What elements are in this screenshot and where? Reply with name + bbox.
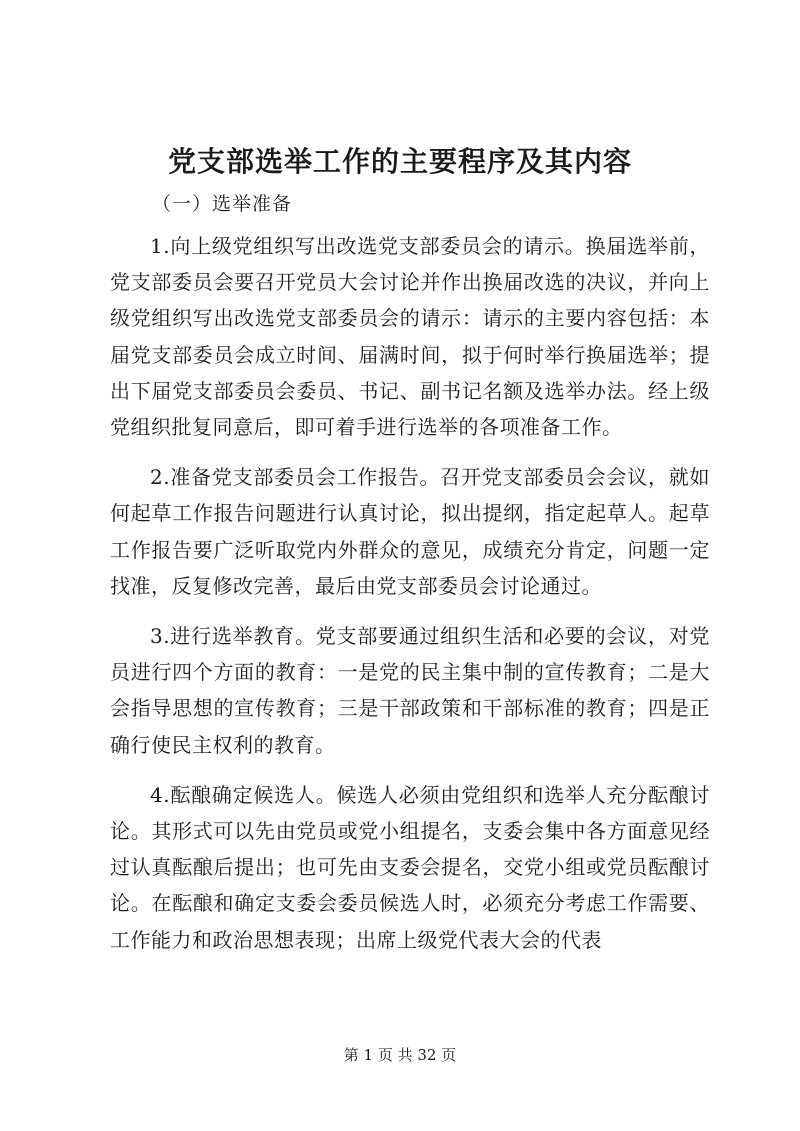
paragraph-1: 1.向上级党组织写出改选党支部委员会的请示。换届选举前，党支部委员会要召开党员大会讨论并作出换届改选的决议，并向上级党组织写出改选党支部委员会的请示：请示的主要内容包括：本届党支部委员会成立时间、届满时间，拟于何时举行换届选举；提出下届党支部委员会委员、书记、副书记名额及选举办法。经上级党组织批复同意后，即可着手进行选举的各项准备工作。 — [110, 234, 710, 440]
document-body — [110, 228, 710, 972]
paragraph-4: 4.酝酿确定候选人。候选人必须由党组织和选举人充分酝酿讨论。其形式可以先由党员或党小组提名，支委会集中各方面意见经过认真酝酿后提出；也可先由支委会提名，交党小组或党员酝酿讨论。在酝酿和确定支委会委员候选人时，必须充分考虑工作需要、工作能力和政治思想表现；出席上级党代表大会的代表 — [110, 782, 710, 952]
page-footer: 第 1 页 共 32 页 — [343, 1046, 457, 1064]
document-title: 党支部选举工作的主要程序及其内容 — [167, 145, 632, 178]
section-heading: （一）选举准备 — [152, 193, 293, 215]
paragraph-2: 2.准备党支部委员会工作报告。召开党支部委员会会议，就如何起草工作报告问题进行认真讨论，拟出提纲，指定起草人。起草工作报告要广泛听取党内外群众的意见，成绩充分肯定，问题一定找准，反复修改完善，最后由党支部委员会讨论通过。 — [110, 465, 710, 598]
paragraph-3: 3.进行选举教育。党支部要通过组织生活和必要的会议，对党员进行四个方面的教育：一是党的民主集中制的宣传教育；二是大会指导思想的宣传教育；三是干部政策和干部标准的教育；四是正确行使民主权利的教育。 — [110, 624, 710, 757]
